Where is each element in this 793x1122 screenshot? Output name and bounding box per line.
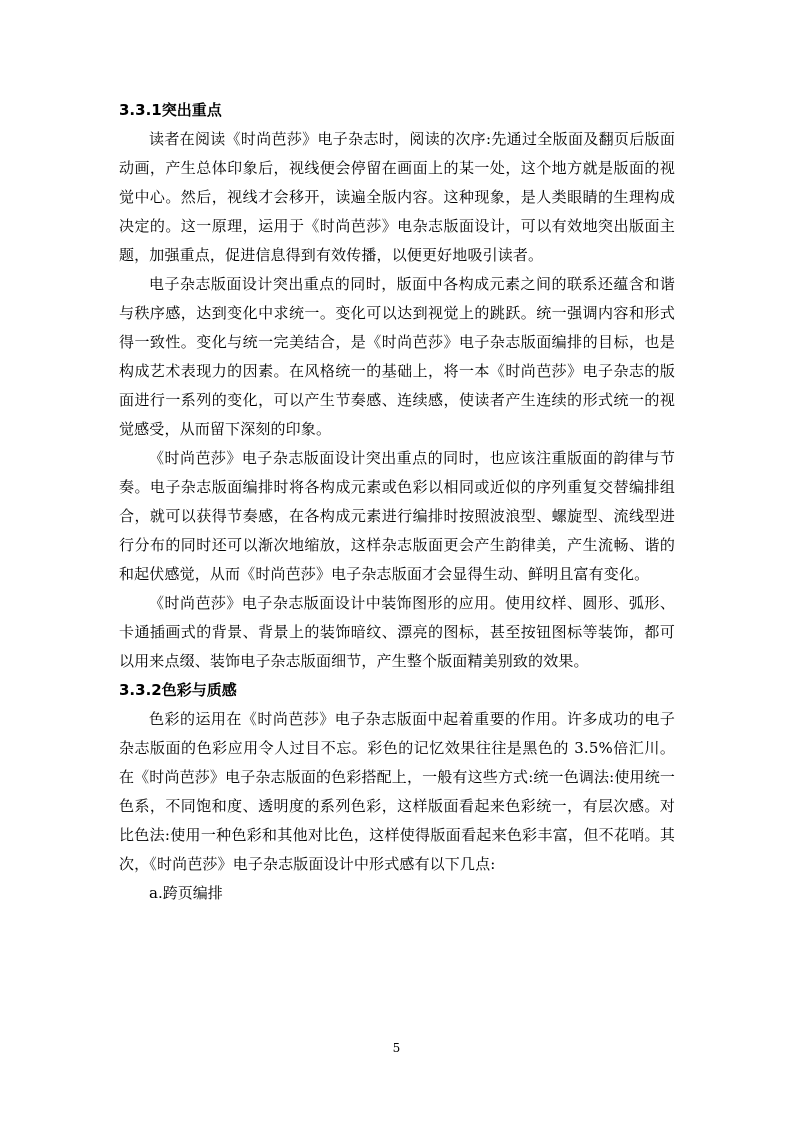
section-heading-3-3-2: 3.3.2色彩与质感 (119, 681, 237, 699)
paragraph: 《时尚芭莎》电子杂志版面设计中装饰图形的应用。使用纹样、圆形、弧形、卡通插画式的背景、背景上的装饰暗纹、漂亮的图标，甚至按钮图标等装饰，都可以用来点缀、装饰电子杂志版面细节，产生整个版面精美别致的效果。 (119, 594, 675, 670)
section-heading-3-3-1: 3.3.1突出重点 (119, 101, 222, 119)
paragraph: 色彩的运用在《时尚芭莎》电子杂志版面中起着重要的作用。许多成功的电子杂志版面的色彩应用令人过目不忘。彩色的记忆效果往往是黑色的 3.5%倍汇川。在《时尚芭莎》电子杂志版面的色彩搭配上，一般有这些方式:统一色调法:使用统一色系，不同饱和度、透明度的系列色彩，这样版面看起来色彩统一，有层次感。对比色法:使用一种色彩和其他对比色，这样使得版面看起来色彩丰富，但不花哨。其次，《时尚芭莎》电子杂志版面设计中形式感有以下几点: (119, 710, 675, 873)
paragraph: 电子杂志版面设计突出重点的同时，版面中各构成元素之间的联系还蕴含和谐与秩序感，达到变化中求统一。变化可以达到视觉上的跳跃。统一强调内容和形式得一致性。变化与统一完美结合，是《时尚芭莎》电子杂志版面编排的目标，也是构成艺术表现力的因素。在风格统一的基础上，将一本《时尚芭莎》电子杂志的版面进行一系列的变化，可以产生节奏感、连续感，使读者产生连续的形式统一的视觉感受，从而留下深刻的印象。 (119, 275, 675, 438)
page-content (119, 96, 675, 908)
list-item: a.跨页编排 (149, 884, 223, 902)
paragraph: 读者在阅读《时尚芭莎》电子杂志时，阅读的次序:先通过全版面及翻页后版面动画，产生总体印象后，视线便会停留在画面上的某一处，这个地方就是版面的视觉中心。然后，视线才会移开，读遍全版内容。这种现象，是人类眼睛的生理构成决定的。这一原理，运用于《时尚芭莎》电杂志版面设计，可以有效地突出版面主题，加强重点，促进信息得到有效传播，以便更好地吸引读者。 (119, 130, 675, 264)
paragraph: 《时尚芭莎》电子杂志版面设计突出重点的同时，也应该注重版面的韵律与节奏。电子杂志版面编排时将各构成元素或色彩以相同或近似的序列重复交替编排组合，就可以获得节奏感，在各构成元素进行编排时按照波浪型、螺旋型、流线型进行分布的同时还可以渐次地缩放，这样杂志版面更会产生韵律美，产生流畅、谐的和起伏感觉，从而《时尚芭莎》电子杂志版面才会显得生动、鲜明且富有变化。 (119, 449, 675, 583)
page-number: 5 (392, 1041, 401, 1055)
